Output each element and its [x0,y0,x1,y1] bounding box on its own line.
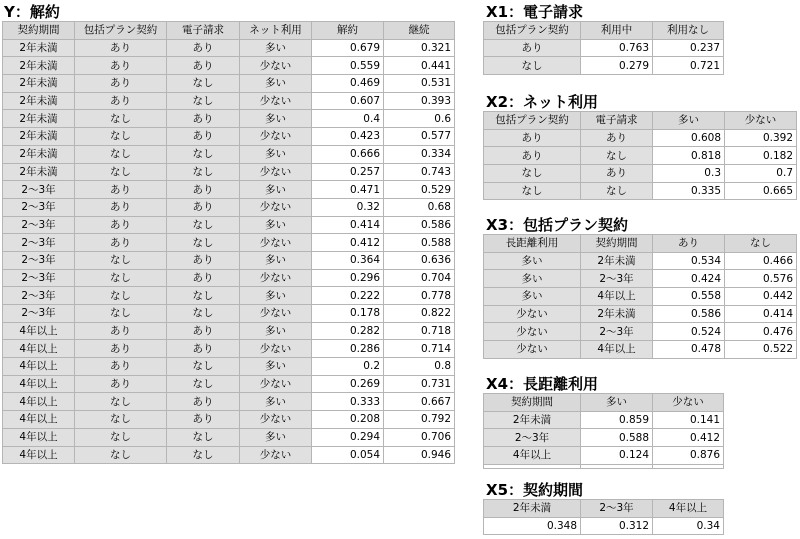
row-label-cell: あり [75,375,167,393]
value-cell: 0.522 [725,341,797,359]
value-cell: 0.529 [384,181,455,199]
table-row [484,429,724,447]
value-cell: 0.679 [312,39,384,57]
value-cell: 0.706 [384,428,455,446]
table-row [3,251,455,269]
table-row [3,75,455,93]
value-cell: 0.414 [312,216,384,234]
table-row [3,57,455,75]
row-label-cell: あり [167,39,240,57]
row-label-cell: あり [75,198,167,216]
row-label-cell: 4年以上 [3,340,75,358]
row-label-cell: 多い [240,428,312,446]
column-header: 継続 [384,22,455,40]
empty-cell [484,464,581,468]
row-label-cell: なし [167,358,240,376]
row-label-cell: あり [167,181,240,199]
value-cell: 0.743 [384,163,455,181]
value-cell: 0.68 [384,198,455,216]
row-label-cell: 2年未満 [3,110,75,128]
value-cell: 0.312 [581,517,653,535]
column-header: 包括プラン契約 [484,112,581,130]
table-row [3,269,455,287]
row-label-cell: 多い [240,181,312,199]
value-cell: 0.471 [312,181,384,199]
empty-cell [653,464,724,468]
value-cell: 0.718 [384,322,455,340]
table-row [3,110,455,128]
row-label-cell: なし [484,57,581,75]
row-label-cell: 多い [240,358,312,376]
table-row [3,446,455,464]
table-row [3,428,455,446]
row-label-cell: 多い [240,145,312,163]
row-label-cell: なし [75,128,167,146]
value-cell: 0.294 [312,428,384,446]
table-row [484,517,724,535]
table-row [3,128,455,146]
value-cell: 0.466 [725,252,797,270]
value-cell: 0.577 [384,128,455,146]
column-header: 利用なし [653,22,724,40]
row-label-cell: なし [167,75,240,93]
value-cell: 0.818 [653,147,725,165]
row-label-cell: 多い [240,322,312,340]
header-row [484,112,797,130]
row-label-cell: 2年未満 [3,145,75,163]
row-label-cell: 2年未満 [3,92,75,110]
table-row [484,182,797,200]
value-cell: 0.222 [312,287,384,305]
column-header: あり [653,235,725,253]
row-label-cell: なし [167,163,240,181]
value-cell: 0.32 [312,198,384,216]
row-label-cell: なし [167,145,240,163]
value-cell: 0.588 [384,234,455,252]
row-label-cell: なし [75,428,167,446]
row-label-cell: なし [75,393,167,411]
row-label-cell: なし [167,375,240,393]
value-cell: 0.559 [312,57,384,75]
header-row [484,394,724,412]
row-label-cell: あり [75,358,167,376]
value-cell: 0.441 [384,57,455,75]
value-cell: 0.054 [312,446,384,464]
value-cell: 0.282 [312,322,384,340]
row-label-cell: 少ない [240,305,312,323]
row-label-cell: なし [167,216,240,234]
value-cell: 0.588 [581,429,653,447]
header-row [484,500,724,518]
column-header: 契約期間 [3,22,75,40]
row-label-cell: 多い [484,288,581,306]
table-row [3,198,455,216]
table-title-x4: X4：長距離利用 [486,375,599,393]
row-label-cell: 2〜3年 [581,323,653,341]
row-label-cell: 少ない [240,340,312,358]
row-label-cell: なし [75,411,167,429]
table-row [3,305,455,323]
row-label-cell: なし [75,251,167,269]
column-header: 包括プラン契約 [484,22,581,40]
value-cell: 0.286 [312,340,384,358]
row-label-cell: あり [484,39,581,57]
row-label-cell: 多い [240,75,312,93]
table-row [3,145,455,163]
table-row [484,305,797,323]
row-label-cell: なし [484,182,581,200]
value-cell: 0.714 [384,340,455,358]
table-row [3,411,455,429]
value-cell: 0.586 [653,305,725,323]
row-label-cell: 2〜3年 [581,270,653,288]
row-label-cell: 2〜3年 [3,216,75,234]
row-label-cell: 4年以上 [484,447,581,465]
row-label-cell: あり [75,57,167,75]
value-cell: 0.237 [653,39,724,57]
row-label-cell: 4年以上 [3,446,75,464]
column-header: 長距離利用 [484,235,581,253]
table-row [3,216,455,234]
row-label-cell: あり [484,129,581,147]
table-row [484,341,797,359]
row-label-cell: なし [167,92,240,110]
column-header: 多い [581,394,653,412]
table-row [3,92,455,110]
row-label-cell: 2〜3年 [3,198,75,216]
row-label-cell: あり [167,57,240,75]
row-label-cell: 4年以上 [3,322,75,340]
table-row [3,234,455,252]
row-label-cell: なし [75,287,167,305]
value-cell: 0.208 [312,411,384,429]
value-cell: 0.822 [384,305,455,323]
row-label-cell: 少ない [240,128,312,146]
table-row [484,39,724,57]
row-label-cell: なし [75,110,167,128]
value-cell: 0.667 [384,393,455,411]
row-label-cell: あり [75,322,167,340]
row-label-cell: なし [75,145,167,163]
row-label-cell: 2年未満 [3,128,75,146]
row-label-cell: 少ない [484,341,581,359]
row-label-cell: 少ない [240,411,312,429]
header-row [484,235,797,253]
row-label-cell: 少ない [240,234,312,252]
table-row [484,129,797,147]
row-label-cell: 2〜3年 [3,181,75,199]
row-label-cell: 2年未満 [3,57,75,75]
table-row [3,287,455,305]
value-cell: 0.531 [384,75,455,93]
row-label-cell: なし [167,428,240,446]
header-row [484,22,724,40]
row-label-cell: 4年以上 [581,341,653,359]
row-label-cell: あり [167,322,240,340]
row-label-cell: 2年未満 [484,411,581,429]
value-cell: 0.414 [725,305,797,323]
table-row [3,393,455,411]
row-label-cell: あり [167,251,240,269]
table-row [3,181,455,199]
column-header: 2年未満 [484,500,581,518]
value-cell: 0.3 [653,165,725,183]
row-label-cell: あり [167,110,240,128]
table-row [484,252,797,270]
value-cell: 0.576 [725,270,797,288]
value-cell: 0.476 [725,323,797,341]
row-label-cell: 少ない [484,323,581,341]
row-label-cell: 2年未満 [581,252,653,270]
row-label-cell: あり [167,340,240,358]
value-cell: 0.666 [312,145,384,163]
value-cell: 0.607 [312,92,384,110]
column-header: 少ない [653,394,724,412]
column-header: 利用中 [581,22,653,40]
value-cell: 0.721 [653,57,724,75]
value-cell: 0.524 [653,323,725,341]
value-cell: 0.558 [653,288,725,306]
value-cell: 0.534 [653,252,725,270]
row-label-cell: なし [167,287,240,305]
row-label-cell: なし [75,446,167,464]
row-label-cell: 2年未満 [3,39,75,57]
row-label-cell: 多い [484,252,581,270]
table-x1 [483,21,724,75]
row-label-cell: 4年以上 [3,411,75,429]
row-label-cell: 2〜3年 [3,269,75,287]
row-label-cell: あり [167,269,240,287]
value-cell: 0.334 [384,145,455,163]
column-header: 解約 [312,22,384,40]
row-label-cell: 少ない [240,92,312,110]
table-row [3,340,455,358]
row-label-cell: あり [75,340,167,358]
table-x4 [483,393,724,469]
value-cell: 0.478 [653,341,725,359]
value-cell: 0.124 [581,447,653,465]
row-label-cell: 4年以上 [581,288,653,306]
value-cell: 0.257 [312,163,384,181]
table-x3 [483,234,797,359]
value-cell: 0.279 [581,57,653,75]
row-label-cell: 少ない [240,198,312,216]
row-label-cell: なし [75,305,167,323]
table-x2 [483,111,797,200]
row-label-cell: 多い [240,39,312,57]
value-cell: 0.586 [384,216,455,234]
table-x5 [483,499,724,535]
row-label-cell: 多い [240,110,312,128]
value-cell: 0.34 [653,517,724,535]
row-label-cell: 4年以上 [3,358,75,376]
row-label-cell: あり [167,198,240,216]
value-cell: 0.335 [653,182,725,200]
value-cell: 0.859 [581,411,653,429]
column-header: 契約期間 [484,394,581,412]
value-cell: 0.182 [725,147,797,165]
value-cell: 0.333 [312,393,384,411]
row-label-cell: 2〜3年 [3,251,75,269]
column-header: なし [725,235,797,253]
row-label-cell: あり [75,92,167,110]
value-cell: 0.7 [725,165,797,183]
row-label-cell: あり [75,75,167,93]
row-label-cell: なし [581,147,653,165]
row-label-cell: 4年以上 [3,375,75,393]
column-header: 少ない [725,112,797,130]
row-label-cell: あり [75,234,167,252]
value-cell: 0.178 [312,305,384,323]
table-row [3,375,455,393]
table-row [3,358,455,376]
row-label-cell: あり [167,393,240,411]
row-label-cell: 少ない [484,305,581,323]
row-label-cell: なし [75,269,167,287]
value-cell: 0.392 [725,129,797,147]
column-header: 2〜3年 [581,500,653,518]
table-row [484,323,797,341]
value-cell: 0.393 [384,92,455,110]
empty-row [484,464,724,468]
value-cell: 0.6 [384,110,455,128]
row-label-cell: 2〜3年 [3,234,75,252]
row-label-cell: なし [167,305,240,323]
value-cell: 0.296 [312,269,384,287]
row-label-cell: あり [75,181,167,199]
row-label-cell: 多い [240,251,312,269]
table-row [484,270,797,288]
table-title-y: Y：解約 [4,3,60,21]
value-cell: 0.4 [312,110,384,128]
table-title-x3: X3：包括プラン契約 [486,216,629,234]
row-label-cell: 2年未満 [581,305,653,323]
table-row [3,322,455,340]
row-label-cell: 2〜3年 [3,305,75,323]
row-label-cell: 2〜3年 [3,287,75,305]
value-cell: 0.636 [384,251,455,269]
row-label-cell: 少ない [240,375,312,393]
value-cell: 0.876 [653,447,724,465]
value-cell: 0.731 [384,375,455,393]
value-cell: 0.469 [312,75,384,93]
table-row [484,165,797,183]
value-cell: 0.442 [725,288,797,306]
row-label-cell: 4年以上 [3,393,75,411]
row-label-cell: 少ない [240,163,312,181]
row-label-cell: あり [167,411,240,429]
table-title-x1: X1：電子請求 [486,3,584,21]
table-title-x5: X5：契約期間 [486,481,584,499]
row-label-cell: 多い [484,270,581,288]
table-row [484,288,797,306]
table-row [3,39,455,57]
row-label-cell: 2年未満 [3,75,75,93]
row-label-cell: 少ない [240,57,312,75]
row-label-cell: 4年以上 [3,428,75,446]
value-cell: 0.348 [484,517,581,535]
table-y [2,21,455,464]
value-cell: 0.763 [581,39,653,57]
row-label-cell: 多い [240,216,312,234]
table-row [3,163,455,181]
row-label-cell: なし [167,234,240,252]
value-cell: 0.665 [725,182,797,200]
value-cell: 0.946 [384,446,455,464]
row-label-cell: 少ない [240,446,312,464]
row-label-cell: 多い [240,393,312,411]
column-header: 電子請求 [581,112,653,130]
row-label-cell: なし [167,446,240,464]
column-header: ネット利用 [240,22,312,40]
value-cell: 0.704 [384,269,455,287]
value-cell: 0.423 [312,128,384,146]
value-cell: 0.364 [312,251,384,269]
row-label-cell: なし [581,182,653,200]
value-cell: 0.2 [312,358,384,376]
row-label-cell: あり [581,165,653,183]
row-label-cell: あり [75,216,167,234]
row-label-cell: あり [484,147,581,165]
header-row [3,22,455,40]
table-row [484,447,724,465]
column-header: 契約期間 [581,235,653,253]
value-cell: 0.792 [384,411,455,429]
row-label-cell: 少ない [240,269,312,287]
table-title-x2: X2：ネット利用 [486,93,599,111]
value-cell: 0.412 [653,429,724,447]
empty-cell [581,464,653,468]
value-cell: 0.269 [312,375,384,393]
value-cell: 0.778 [384,287,455,305]
row-label-cell: 2年未満 [3,163,75,181]
value-cell: 0.8 [384,358,455,376]
column-header: 包括プラン契約 [75,22,167,40]
column-header: 電子請求 [167,22,240,40]
row-label-cell: なし [484,165,581,183]
value-cell: 0.608 [653,129,725,147]
row-label-cell: 多い [240,287,312,305]
value-cell: 0.412 [312,234,384,252]
value-cell: 0.141 [653,411,724,429]
row-label-cell: 2〜3年 [484,429,581,447]
table-row [484,411,724,429]
column-header: 4年以上 [653,500,724,518]
value-cell: 0.321 [384,39,455,57]
table-row [484,147,797,165]
value-cell: 0.424 [653,270,725,288]
table-row [484,57,724,75]
row-label-cell: なし [75,163,167,181]
row-label-cell: あり [75,39,167,57]
column-header: 多い [653,112,725,130]
row-label-cell: あり [167,128,240,146]
row-label-cell: あり [581,129,653,147]
